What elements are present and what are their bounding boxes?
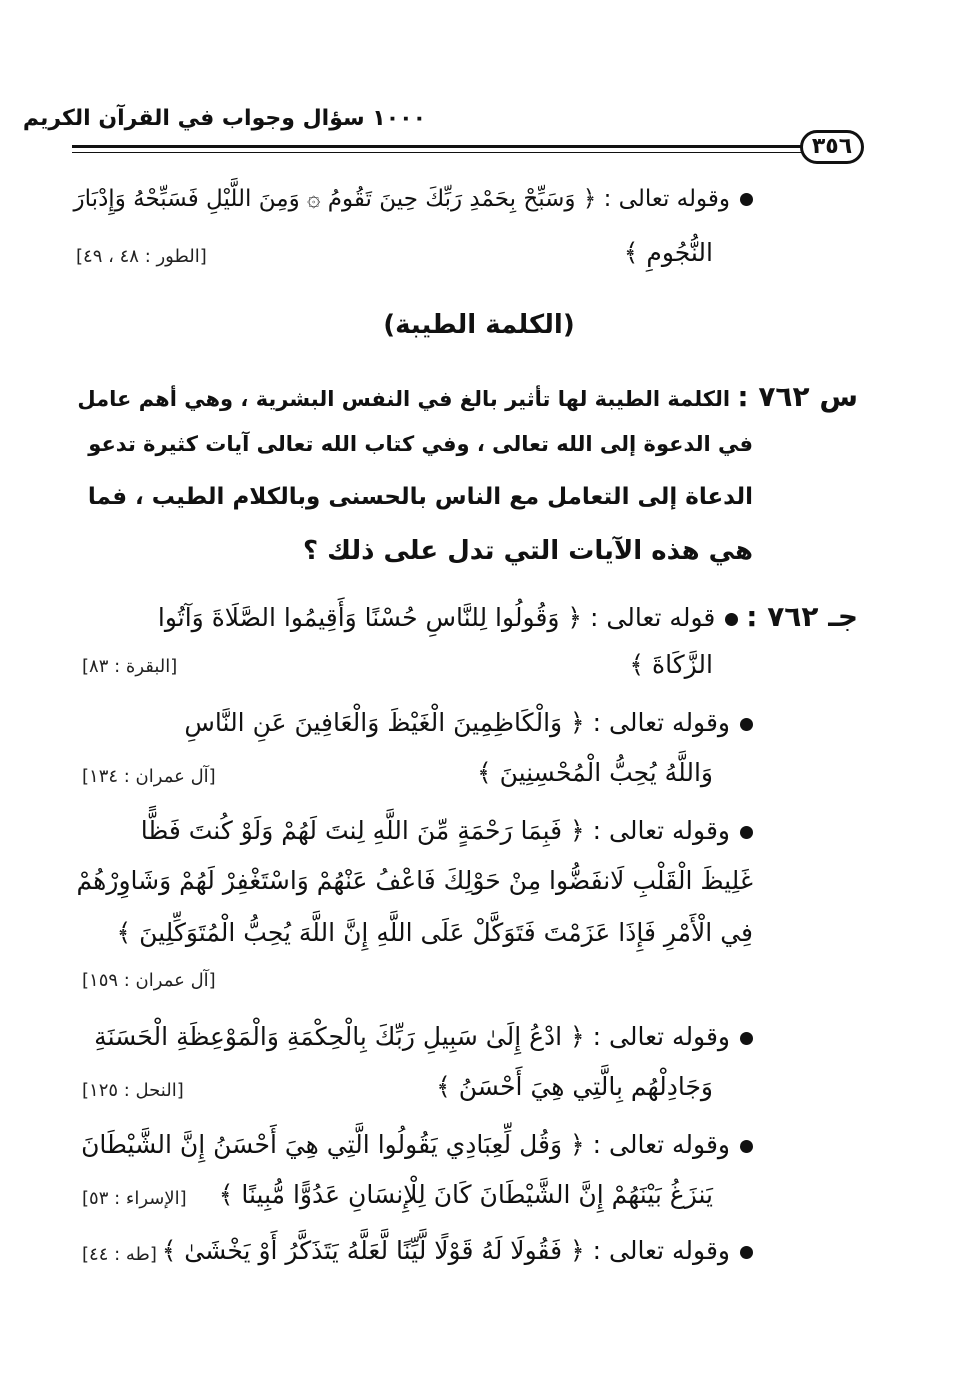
answer-verse-line: وَجَادِلْهُم بِالَّتِي هِيَ أَحْسَنُ ﴾ [436, 1072, 713, 1101]
answer-line-1 [158, 600, 858, 633]
question-label: س ٧٦٢ : [737, 380, 858, 413]
answer-verse-text: وقوله تعالى : ﴿ وَقُل لِّعِبَادِي يَقُولُوا الَّتِي هِيَ أَحْسَنُ إِنَّ الشَّيْطَانَ [81, 1130, 730, 1159]
answer-verse-line [94, 1022, 753, 1051]
bullet-icon [740, 1140, 753, 1153]
bullet-icon [740, 1032, 753, 1045]
question-line-1 [77, 380, 858, 413]
answer-verse-text: وقوله تعالى : ﴿ فَبِمَا رَحْمَةٍ مِّنَ اللَّهِ لِنتَ لَهُمْ وَلَوْ كُنتَ فَظًّا [140, 816, 730, 845]
question-line-3: الدعاة إلى التعامل مع الناس بالحسنى وبالكلام الطيب ، فما [87, 484, 753, 510]
answer-verse-line: الزَّكَاةَ ﴾ [629, 650, 713, 679]
answer-verse-text: وقوله تعالى : ﴿ ادْعُ إِلَىٰ سَبِيلِ رَبِّكَ بِالْحِكْمَةِ وَالْمَوْعِظَةِ الْحَسَنَةِ [94, 1022, 730, 1051]
bullet-icon [740, 193, 753, 206]
answer-verse-text: وقوله تعالى : ﴿ وَالْكَاظِمِينَ الْغَيْظَ وَالْعَافِينَ عَنِ النَّاسِ [184, 708, 730, 737]
answer-verse-line: وَاللَّهُ يُحِبُّ الْمُحْسِنِينَ ﴾ [476, 758, 713, 787]
running-header-title: ١٠٠٠ سؤال وجواب في القرآن الكريم [22, 106, 426, 131]
section-heading: (الكلمة الطيبة) [383, 310, 575, 340]
answer-verse-line: يَنزَغُ بَيْنَهُمْ إِنَّ الشَّيْطَانَ كَانَ لِلْإِنسَانِ عَدُوًّا مُّبِينًا ﴾ [218, 1180, 713, 1209]
prev-verse-text-1: وقوله تعالى : ﴿ وَسَبِّحْ بِحَمْدِ رَبِّكَ حِينَ تَقُومُ ۞ وَمِنَ اللَّيْلِ فَسَبِّحْهُ وَإِدْبَارَ [73, 186, 730, 212]
answer-verse-text: قوله تعالى : ﴿ وَقُولُوا لِلنَّاسِ حُسْنًا وَأَقِيمُوا الصَّلَاةَ وَآتُوا [157, 603, 716, 632]
answer-citation: [آل عمران : ١٣٤] [82, 766, 216, 787]
answer-citation: [طه : ٤٤] [82, 1244, 157, 1265]
question-text-1: الكلمة الطيبة لها تأثير بالغ في النفس البشرية ، وهي أهم عامل [77, 387, 731, 411]
answer-citation: [آل عمران : ١٥٩] [82, 970, 216, 991]
answer-label: جـ ٧٦٢ : [746, 600, 858, 633]
answer-citation: [الإسراء : ٥٣] [82, 1188, 187, 1209]
bullet-icon [740, 718, 753, 731]
answer-citation: [النحل : ١٢٥] [82, 1080, 184, 1101]
prev-citation: [الطور : ٤٨ ، ٤٩] [76, 246, 207, 267]
bullet-icon [725, 613, 738, 626]
header-rule-thin [72, 152, 802, 153]
bullet-icon [740, 826, 753, 839]
answer-verse-line [141, 816, 753, 845]
prev-verse-line-1 [74, 186, 753, 212]
bullet-icon [740, 1246, 753, 1259]
answer-verse-line [81, 1130, 753, 1159]
answer-verse-line: فِي الْأَمْرِ فَإِذَا عَزَمْتَ فَتَوَكَّلْ عَلَى اللَّهِ إِنَّ اللَّهَ يُحِبُّ الْمُتَوَكِّلِينَ ﴾ [116, 918, 753, 947]
answer-verse-line [184, 708, 753, 737]
question-line-4: هي هذه الآيات التي تدل على ذلك ؟ [302, 536, 753, 566]
answer-verse-line [162, 1236, 753, 1265]
answer-verse-text: وقوله تعالى : ﴿ فَقُولَا لَهُ قَوْلًا لَّيِّنًا لَّعَلَّهُ يَتَذَكَّرُ أَوْ يَخْشَىٰ ﴾ [161, 1236, 730, 1265]
answer-verse-line: غَلِيظَ الْقَلْبِ لَانفَضُّوا مِنْ حَوْلِكَ فَاعْفُ عَنْهُمْ وَاسْتَغْفِرْ لَهُمْ وَشَاوِرْهُمْ [76, 866, 753, 895]
question-line-2: في الدعوة إلى الله تعالى ، وفي كتاب الله تعالى آيات كثيرة تدعو [88, 432, 753, 456]
prev-verse-line-2: النُّجُومِ ﴾ [623, 238, 713, 267]
header-rule-thick [72, 145, 802, 148]
answer-citation: [البقرة : ٨٣] [82, 656, 178, 677]
page-number: ٣٥٦ [800, 130, 864, 164]
